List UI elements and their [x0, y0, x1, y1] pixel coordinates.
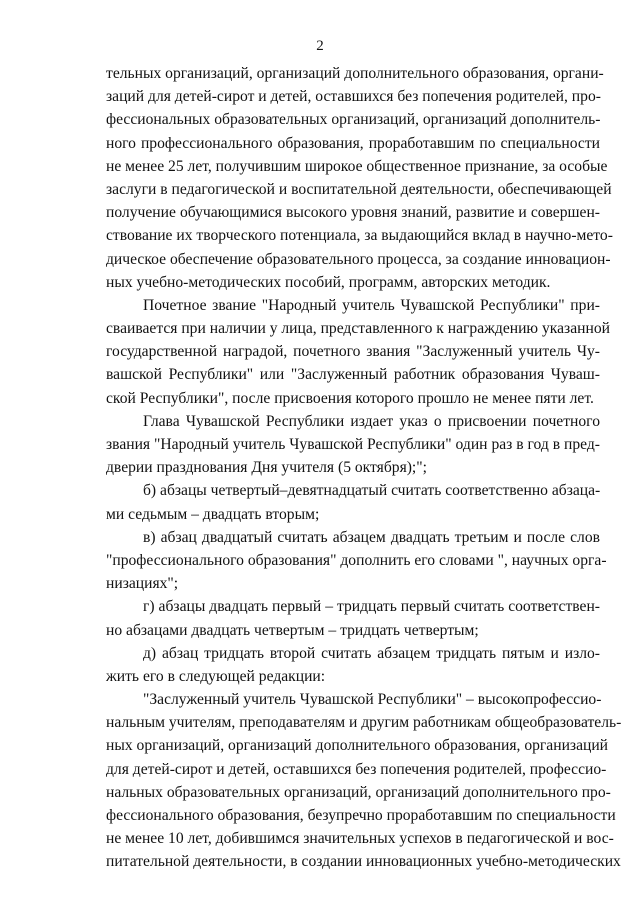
text-line: в) абзац двадцатый считать абзацем двадцать третьим и после слов	[143, 528, 600, 546]
text-line: "Заслуженный учитель Чувашской Республики" – высокопрофессио-	[143, 691, 602, 709]
text-line: тельных организаций, организаций дополнительного образования, органи-	[106, 65, 604, 82]
text-line: нальных образовательных организаций, организаций дополнительного про-	[106, 783, 611, 801]
text-line: ного профессионального образования, проработавшим по специальности	[106, 134, 600, 152]
text-line: Глава Чувашской Республики издает указ о присвоении почетного	[143, 412, 600, 430]
text-line: б) абзацы четвертый–девятнадцатый считать соответственно абзаца-	[143, 482, 601, 500]
text-line: сваивается при наличии у лица, представленного к награждению указанной	[106, 320, 610, 338]
text-line: заций для детей-сирот и детей, оставшихся без попечения родителей, про-	[106, 88, 601, 106]
text-line: получение обучающимися высокого уровня знаний, развитие и совершен-	[106, 204, 600, 222]
text-line: государственной наградой, почетного звания "Заслуженный учитель Чу-	[106, 343, 600, 361]
text-line: вашской Республики" или "Заслуженный работник образования Чуваш-	[106, 366, 600, 384]
text-line: ми седьмым – двадцать вторым;	[106, 505, 320, 523]
text-line: ской Республики", после присвоения которого прошло не менее пяти лет.	[106, 389, 594, 407]
text-line: г) абзацы двадцать первый – тридцать первый считать соответствен-	[143, 598, 600, 616]
text-line: фессиональных образовательных организаций, организаций дополнитель-	[106, 111, 601, 129]
body-text	[106, 62, 622, 874]
text-line: не менее 25 лет, получившим широкое общественное признание, за особые	[106, 157, 608, 175]
text-line: ных организаций, организаций дополнительного образования, организаций	[106, 737, 609, 755]
text-line: нальным учителям, преподавателям и другим работникам общеобразователь-	[106, 714, 622, 732]
text-line: Почетное звание "Народный учитель Чувашской Республики" при-	[143, 296, 600, 314]
text-line: для детей-сирот и детей, оставшихся без попечения родителей, профессио-	[106, 760, 607, 778]
text-line: д) абзац тридцать второй считать абзацем тридцать пятым и изло-	[143, 644, 600, 662]
text-line: ных учебно-методических пособий, программ, авторских методик.	[106, 273, 551, 291]
page-number: 2	[316, 38, 324, 54]
text-line: заслуги в педагогической и воспитательной деятельности, обеспечивающей	[106, 180, 612, 198]
text-line: но абзацами двадцать четвертым – тридцать четвертым;	[106, 621, 479, 639]
text-line: низациях";	[106, 575, 179, 593]
text-line: питательной деятельности, в создании инновационных учебно-методических	[106, 853, 621, 871]
text-line: дическое обеспечение образовательного процесса, за создание инновацион-	[106, 250, 611, 268]
text-line: жить его в следующей редакции:	[106, 667, 326, 685]
text-line: звания "Народный учитель Чувашской Республики" один раз в год в пред-	[106, 436, 600, 453]
text-line: ствование их творческого потенциала, за выдающийся вклад в научно-мето-	[106, 227, 613, 245]
text-line: не менее 10 лет, добившимся значительных успехов в педагогической и вос-	[106, 830, 614, 848]
text-line: дверии празднования Дня учителя (5 октября);";	[106, 459, 427, 477]
text-line: "профессионального образования" дополнить его словами ", научных орга-	[106, 551, 607, 569]
text-line: фессионального образования, безупречно проработавшим по специальности	[106, 807, 616, 824]
